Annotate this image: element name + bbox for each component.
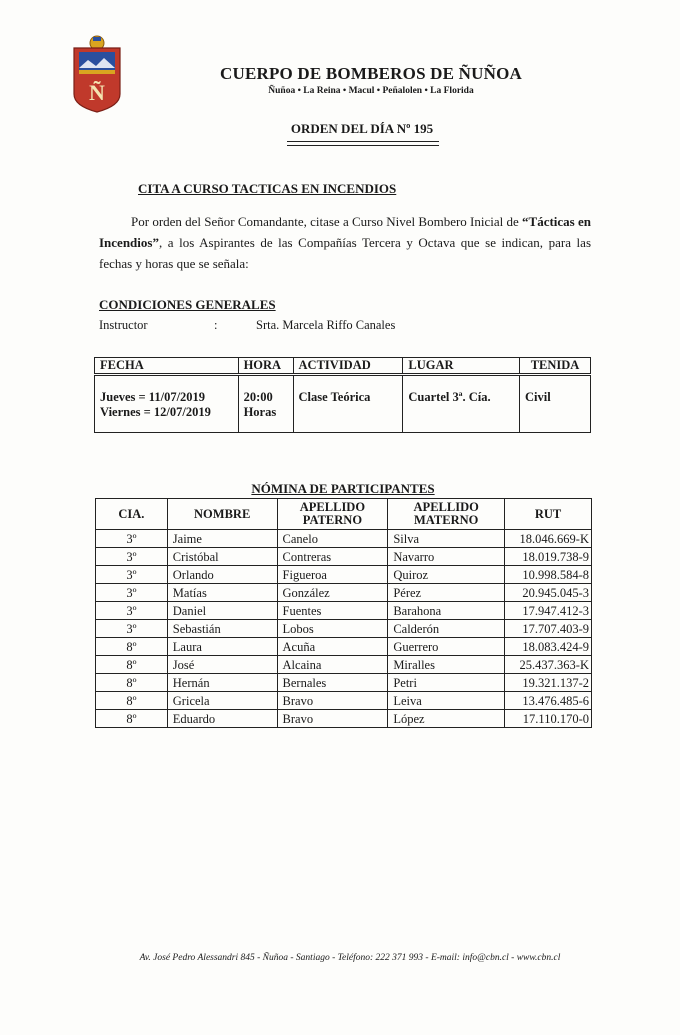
cell-cia: 3º	[96, 566, 168, 584]
cell-materno: Guerrero	[388, 638, 505, 656]
instructor-label: Instructor	[99, 318, 148, 332]
cell-hora	[238, 375, 293, 433]
title-double-rule	[287, 141, 439, 146]
cell-materno: López	[388, 710, 505, 728]
cell-materno: Navarro	[388, 548, 505, 566]
cell-nombre: Gricela	[167, 692, 277, 710]
cell-materno: Pérez	[388, 584, 505, 602]
table-row	[96, 620, 592, 638]
participants-heading: NÓMINA DE PARTICIPANTES	[251, 481, 435, 496]
table-row	[96, 638, 592, 656]
summons-paragraph	[99, 211, 591, 274]
course-name: “Tácticas en Incendios”	[99, 214, 591, 250]
participants-body	[96, 530, 592, 728]
cell-materno: Silva	[388, 530, 505, 548]
order-title: ORDEN DEL DÍA Nº 195	[290, 121, 434, 136]
cell-actividad: Clase Teórica	[293, 375, 403, 433]
header-apellido-materno	[388, 499, 505, 530]
paragraph-part-1: Por orden del Señor Comandante, citase a Curso Nivel Bombero Inicial de	[131, 214, 523, 229]
header-actividad: ACTIVIDAD	[293, 358, 403, 375]
cell-materno: Barahona	[388, 602, 505, 620]
cell-cia: 3º	[96, 584, 168, 602]
cell-rut: 17.947.412-3	[505, 602, 592, 620]
cell-paterno: Bravo	[277, 692, 388, 710]
cell-paterno: Figueroa	[277, 566, 388, 584]
materno-line-1: APELLIDO	[413, 500, 479, 514]
cell-paterno: Contreras	[277, 548, 388, 566]
schedule-row	[95, 375, 591, 433]
header-nombre: NOMBRE	[167, 499, 277, 530]
cell-rut: 20.945.045-3	[505, 584, 592, 602]
cell-rut: 17.110.170-0	[505, 710, 592, 728]
fecha-line-2: Viernes = 12/07/2019	[100, 405, 211, 419]
cell-materno: Leiva	[388, 692, 505, 710]
table-row	[96, 692, 592, 710]
cell-cia: 8º	[96, 638, 168, 656]
instructor-name: Srta. Marcela Riffo Canales	[256, 318, 396, 332]
header-apellido-paterno	[277, 499, 388, 530]
cell-nombre: Laura	[167, 638, 277, 656]
cell-paterno: Alcaina	[277, 656, 388, 674]
cell-cia: 3º	[96, 548, 168, 566]
paterno-line-2: PATERNO	[302, 513, 363, 527]
cell-cia: 3º	[96, 602, 168, 620]
cell-rut: 18.046.669-K	[505, 530, 592, 548]
cell-materno: Quiroz	[388, 566, 505, 584]
cell-rut: 18.019.738-9	[505, 548, 592, 566]
cell-nombre: Orlando	[167, 566, 277, 584]
table-row	[96, 566, 592, 584]
cell-cia: 8º	[96, 674, 168, 692]
cell-paterno: Lobos	[277, 620, 388, 638]
cell-nombre: Eduardo	[167, 710, 277, 728]
logo-letter: Ñ	[89, 80, 105, 105]
subject-heading: CITA A CURSO TACTICAS EN INCENDIOS	[138, 181, 397, 196]
cell-rut: 13.476.485-6	[505, 692, 592, 710]
table-row	[96, 548, 592, 566]
cell-materno: Petri	[388, 674, 505, 692]
cell-rut: 18.083.424-9	[505, 638, 592, 656]
cell-paterno: Acuña	[277, 638, 388, 656]
cell-fecha	[95, 375, 239, 433]
cell-nombre: Sebastián	[167, 620, 277, 638]
cell-cia: 3º	[96, 530, 168, 548]
cell-cia: 8º	[96, 692, 168, 710]
paragraph-part-2: , a los Aspirantes de las Compañías Tercera y Octava que se indican, para las fechas y horas que se señala:	[99, 235, 591, 271]
header-hora: HORA	[238, 358, 293, 375]
header-tenida: TENIDA	[520, 358, 591, 375]
participants-header-row	[96, 499, 592, 530]
cell-cia: 8º	[96, 710, 168, 728]
fecha-line-1: Jueves = 11/07/2019	[100, 390, 206, 404]
cell-nombre: Matías	[167, 584, 277, 602]
table-row	[96, 602, 592, 620]
cell-cia: 8º	[96, 656, 168, 674]
paterno-line-1: APELLIDO	[299, 500, 366, 514]
hora-line-2: Horas	[243, 405, 277, 419]
hora-line-1: 20:00	[243, 390, 273, 404]
cell-cia: 3º	[96, 620, 168, 638]
cell-paterno: Canelo	[277, 530, 388, 548]
cell-rut: 25.437.363-K	[505, 656, 592, 674]
participants-table	[95, 498, 592, 728]
schedule-header-row	[95, 358, 591, 375]
cell-nombre: Cristóbal	[167, 548, 277, 566]
cell-paterno: Bernales	[277, 674, 388, 692]
cell-nombre: Jaime	[167, 530, 277, 548]
instructor-colon: :	[214, 318, 218, 332]
cell-paterno: Bravo	[277, 710, 388, 728]
cell-rut: 19.321.137-2	[505, 674, 592, 692]
cell-materno: Miralles	[388, 656, 505, 674]
conditions-heading: CONDICIONES GENERALES	[99, 297, 276, 312]
cell-nombre: Hernán	[167, 674, 277, 692]
footer-address: Av. José Pedro Alessandri 845 - Ñuñoa - Santiago - Teléfono: 222 371 993 - E-mail: info@cbn.cl - www.cbn.cl	[139, 953, 561, 963]
table-row	[96, 710, 592, 728]
cell-tenida: Civil	[520, 375, 591, 433]
header-rut: RUT	[505, 499, 592, 530]
cell-paterno: González	[277, 584, 388, 602]
header-lugar: LUGAR	[403, 358, 520, 375]
cell-rut: 10.998.584-8	[505, 566, 592, 584]
table-row	[96, 584, 592, 602]
table-row	[96, 674, 592, 692]
cell-nombre: Daniel	[167, 602, 277, 620]
table-row	[96, 656, 592, 674]
communes-line: Ñuñoa • La Reina • Macul • Peñalolen • La Florida	[268, 86, 474, 96]
header-cia: CIA.	[96, 499, 168, 530]
materno-line-2: MATERNO	[414, 513, 479, 527]
organization-name: CUERPO DE BOMBEROS DE ÑUÑOA	[220, 64, 522, 83]
cell-lugar: Cuartel 3ª. Cía.	[403, 375, 520, 433]
header-fecha: FECHA	[95, 358, 239, 375]
table-row	[96, 530, 592, 548]
cell-nombre: José	[167, 656, 277, 674]
schedule-table	[94, 357, 591, 433]
cell-rut: 17.707.403-9	[505, 620, 592, 638]
cell-materno: Calderón	[388, 620, 505, 638]
cell-paterno: Fuentes	[277, 602, 388, 620]
